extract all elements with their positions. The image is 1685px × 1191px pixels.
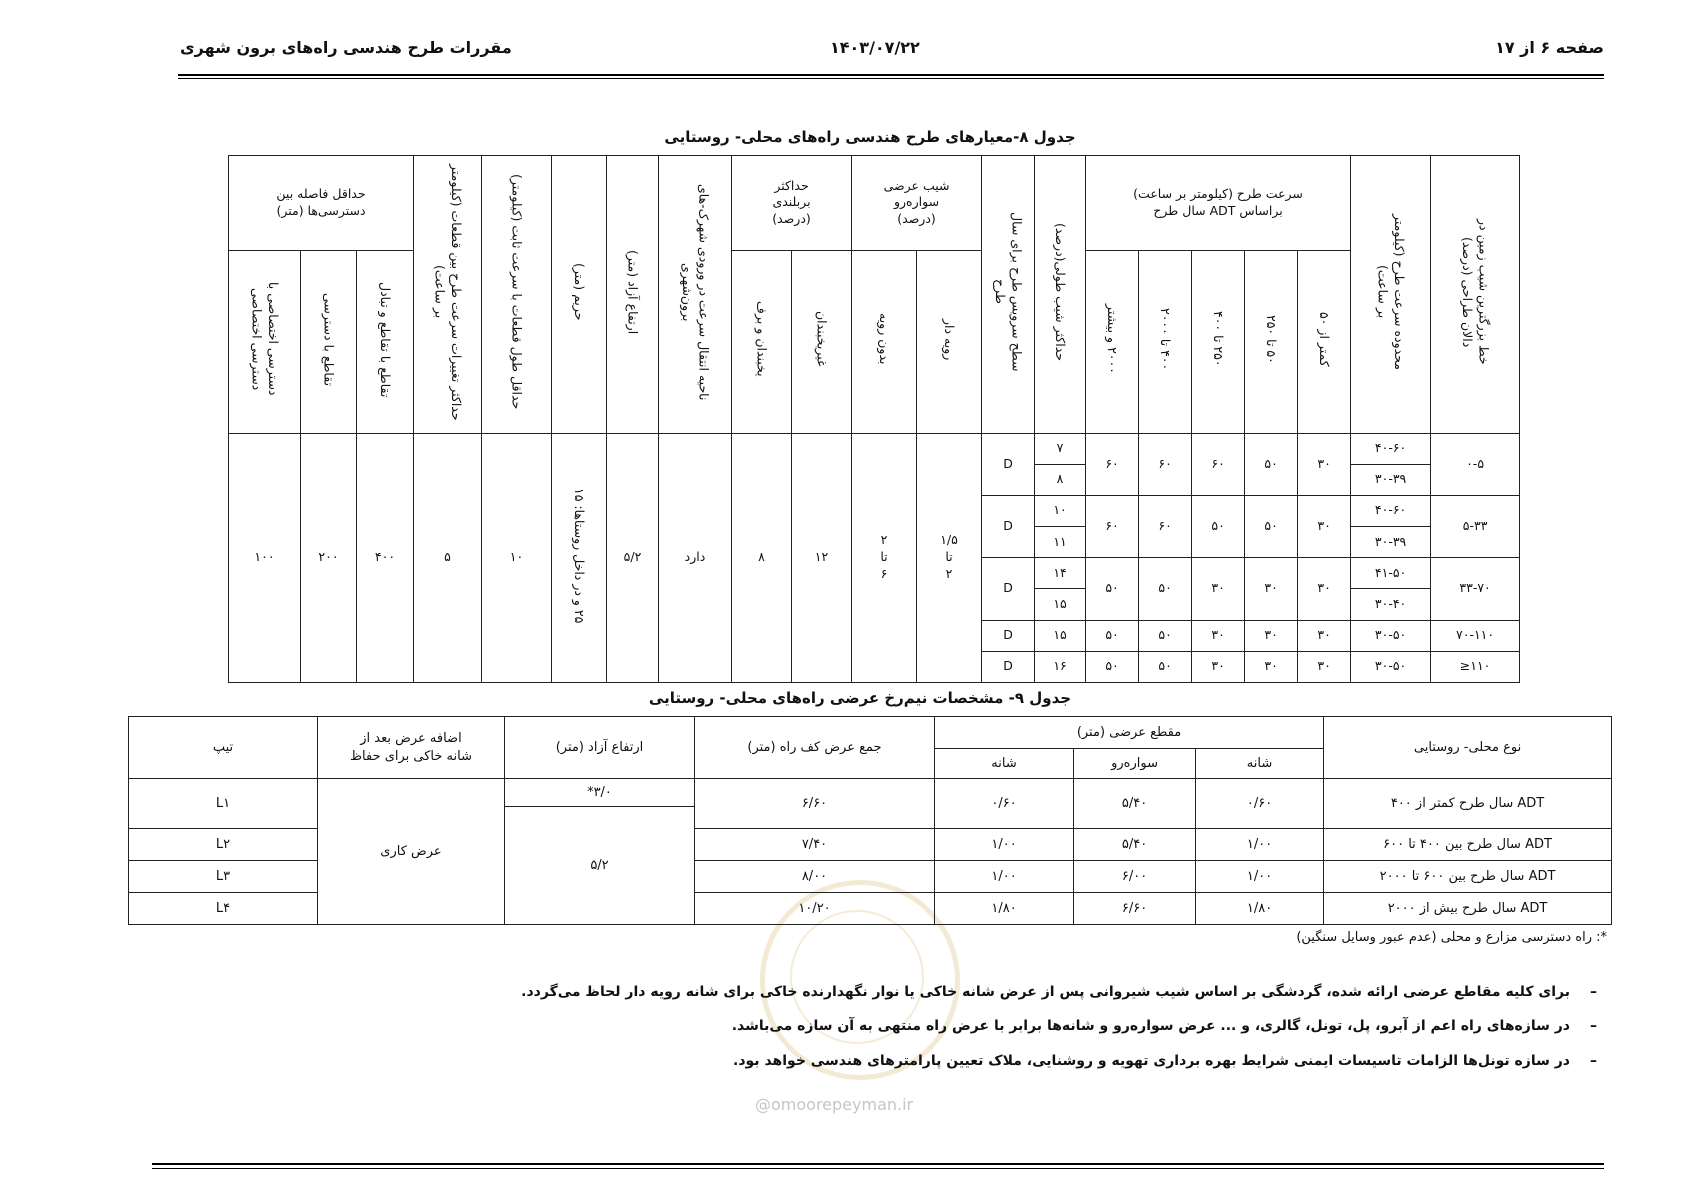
bullet-text: در سازه تونل‌ها الزامات تاسیسات ایمنی شرایط بهره برداری تهویه و روشنایی، ملاک تعیین پارامترهای هندسی خواهد بود. — [733, 1053, 1570, 1069]
cell-speed: ۵۰ — [1139, 620, 1192, 651]
th-row: حریم (متر) — [552, 156, 607, 434]
cell-speed: ۵۰ — [1245, 433, 1298, 495]
cell-los: D — [982, 620, 1035, 651]
bullet-text: در سازه‌های راه اعم از آبرو، پل، تونل، گالری، و ... عرض سواره‌رو و شانه‌ها برابر با عرض راه منتهی به آن سازه می‌باشد. — [731, 1018, 1570, 1034]
th-speed-group: سرعت طرح (کیلومتر بر ساعت) براساس ADT سال طرح — [1086, 156, 1351, 251]
th9-type: نوع محلی- روستایی — [1324, 717, 1612, 779]
table9 — [128, 716, 1612, 925]
th-superelevation: حداکثر بربلندی (درصد) — [732, 156, 852, 251]
th-access-2: تقاطع با دسترسی — [301, 250, 357, 433]
bullet-dash: – — [1590, 1018, 1597, 1034]
th-access-group: حداقل فاصله بین دسترسی‌ها (متر) — [229, 156, 414, 251]
cell-speed: ۵۰ — [1086, 620, 1139, 651]
cell9-roadway: ۶/۰۰ — [1074, 861, 1196, 893]
cell9-tip: L۱ — [129, 779, 318, 829]
header-rule-thin — [178, 78, 1604, 79]
th-non-ice: غیریخبندان — [792, 250, 852, 433]
cell-access-1: ۴۰۰ — [357, 433, 414, 683]
th-ice: یخبندان و برف — [732, 250, 792, 433]
cell-los: D — [982, 495, 1035, 557]
document-date: ۱۴۰۳/۰۷/۲۲ — [830, 38, 920, 57]
cell-paved: ۱/۵ تا ۲ — [917, 433, 982, 683]
cell-grade: ۱۴ — [1035, 558, 1086, 589]
cell9-shoulder: ۱/۰۰ — [935, 829, 1074, 861]
th9-tip: تیپ — [129, 717, 318, 779]
cell-slope: ۷۰-۱۱۰ — [1431, 620, 1520, 651]
th-access-3: دسترسی اختصاصی با دسترسی اختصاصی — [229, 250, 301, 433]
th9-shoulder: شانه — [935, 749, 1074, 779]
cell9-shoulder: ۱/۰۰ — [1196, 861, 1324, 893]
cell-range: ۳۰-۵۰ — [1351, 620, 1431, 651]
cell-grade: ۱۰ — [1035, 495, 1086, 526]
bullet-dash: – — [1590, 984, 1597, 1000]
cell9-clearance: ۳/۰* — [505, 779, 695, 807]
cell-speed: ۶۰ — [1192, 433, 1245, 495]
th-transition: ناحیه انتقال سرعت در ورودی شهرک-های برون‌شهری — [659, 156, 732, 434]
cell-access-2: ۲۰۰ — [301, 433, 357, 683]
cell9-roadway: ۵/۴۰ — [1074, 779, 1196, 829]
footer-rule-thin — [152, 1168, 1604, 1169]
cell-speed: ۵۰ — [1139, 558, 1192, 620]
th-paved: رویه دار — [917, 250, 982, 433]
th9-extra: اضافه عرض بعد از شانه خاکی برای حفاظ — [318, 717, 505, 779]
watermark-text: @omoorepeyman.ir — [755, 1095, 914, 1114]
cell-los: D — [982, 433, 1035, 495]
cell9-clearance: ۵/۲ — [505, 807, 695, 925]
cell-speed: ۵۰ — [1245, 495, 1298, 557]
header-rule — [178, 74, 1604, 76]
cell-access-3: ۱۰۰ — [229, 433, 301, 683]
th-cross-slope: شیب عرضی سواره‌رو (درصد) — [852, 156, 982, 251]
cell-speed: ۶۰ — [1139, 433, 1192, 495]
th-clearance: ارتفاع آزاد (متر) — [607, 156, 659, 434]
cell-slope: ۱۱۰≤ — [1431, 651, 1520, 682]
cell9-shoulder: ۰/۶۰ — [935, 779, 1074, 829]
cell-speed: ۵۰ — [1086, 558, 1139, 620]
bullet-dash: – — [1590, 1053, 1597, 1069]
cell-max-speed-change: ۵ — [414, 433, 482, 683]
th9-shoulder: شانه — [1196, 749, 1324, 779]
cell9-type: ADT سال طرح بیش از ۲۰۰۰ — [1324, 893, 1612, 925]
footnote: *: راه دسترسی مزارع و محلی (عدم عبور وسایل سنگین) — [1296, 930, 1607, 945]
cell-slope: ۰-۵ — [1431, 433, 1520, 495]
cell-speed: ۳۰ — [1245, 620, 1298, 651]
th-adt-2: ۵۰ تا ۲۵۰ — [1245, 250, 1298, 433]
th-slope: خط بزرگترین شیب زمین در دالان طراحی (درصد) — [1431, 156, 1520, 434]
th9-clearance: ارتفاع آزاد (متر) — [505, 717, 695, 779]
cell9-shoulder: ۱/۰۰ — [935, 861, 1074, 893]
cell-min-length: ۱۰ — [482, 433, 552, 683]
cell-grade: ۱۶ — [1035, 651, 1086, 682]
cell9-total: ۷/۴۰ — [695, 829, 935, 861]
footer-rule — [152, 1163, 1604, 1165]
th-adt-1: کمتر از ۵۰ — [1298, 250, 1351, 433]
cell-range: ۳۰-۳۹ — [1351, 527, 1431, 558]
cell9-type: ADT سال طرح کمتر از ۴۰۰ — [1324, 779, 1612, 829]
th-max-speed-change: حداکثر تغییرات سرعت طرح بین قطعات (کیلومتر بر ساعت) — [414, 156, 482, 434]
cell-grade: ۱۱ — [1035, 527, 1086, 558]
cell-range: ۴۱-۵۰ — [1351, 558, 1431, 589]
cell9-total: ۶/۶۰ — [695, 779, 935, 829]
th9-section: مقطع عرضی (متر) — [935, 717, 1324, 749]
page-number: صفحه ۶ از ۱۷ — [1495, 38, 1604, 57]
cell9-tip: L۲ — [129, 829, 318, 861]
cell-range: ۳۰-۵۰ — [1351, 651, 1431, 682]
cell-slope: ۵-۳۳ — [1431, 495, 1520, 557]
cell9-total: ۱۰/۲۰ — [695, 893, 935, 925]
cell9-shoulder: ۱/۰۰ — [1196, 829, 1324, 861]
cell-grade: ۱۵ — [1035, 620, 1086, 651]
cell-speed: ۳۰ — [1298, 433, 1351, 495]
cell-slope: ۳۳-۷۰ — [1431, 558, 1520, 620]
th-speed-range: محدوده سرعت طرح (کیلومتر بر ساعت) — [1351, 156, 1431, 434]
th-adt-3: ۲۵۰ تا ۴۰۰ — [1192, 250, 1245, 433]
cell-speed: ۵۰ — [1192, 495, 1245, 557]
document-title: مقررات طرح هندسی راه‌های برون شهری — [180, 38, 512, 57]
cell-speed: ۳۰ — [1245, 558, 1298, 620]
cell9-type: ADT سال طرح بین ۴۰۰ تا ۶۰۰ — [1324, 829, 1612, 861]
th-min-length: حداقل طول قطعات با سرعت ثابت (کیلومتر) — [482, 156, 552, 434]
cell-speed: ۵۰ — [1086, 651, 1139, 682]
cell-speed: ۳۰ — [1298, 558, 1351, 620]
cell-grade: ۷ — [1035, 433, 1086, 464]
bullet-text: برای کلیه مقاطع عرضی ارائه شده، گردشگی بر اساس شیب شیروانی پس از عرض شانه خاکی یا نوار نگهدارنده خاکی برای شانه رویه دار لحاظ می‌گردد. — [521, 984, 1570, 1000]
cell-clearance: ۵/۲ — [607, 433, 659, 683]
th-service-level: سطح سرویس طرح برای سال طرح — [982, 156, 1035, 434]
cell-range: ۳۰-۴۰ — [1351, 589, 1431, 620]
cell9-shoulder: ۰/۶۰ — [1196, 779, 1324, 829]
cell-speed: ۶۰ — [1139, 495, 1192, 557]
cell-speed: ۳۰ — [1298, 651, 1351, 682]
cell-speed: ۳۰ — [1298, 620, 1351, 651]
th-adt-5: ۲۰۰۰ و بیشتر — [1086, 250, 1139, 433]
cell-speed: ۳۰ — [1192, 651, 1245, 682]
cell-los: D — [982, 558, 1035, 620]
cell-speed: ۳۰ — [1192, 620, 1245, 651]
cell-row: ۲۵ و در داخل روستاها: ۱۵ — [552, 433, 607, 683]
th-adt-4: ۴۰۰ تا ۲۰۰۰ — [1139, 250, 1192, 433]
th9-total: جمع عرض کف راه (متر) — [695, 717, 935, 779]
cell9-extra: عرض کاری — [318, 779, 505, 925]
cell9-shoulder: ۱/۸۰ — [1196, 893, 1324, 925]
cell-speed: ۳۰ — [1245, 651, 1298, 682]
table8 — [228, 155, 1520, 683]
cell-speed: ۶۰ — [1086, 433, 1139, 495]
cell-range: ۴۰-۶۰ — [1351, 433, 1431, 464]
cell-unpaved: ۲ تا ۶ — [852, 433, 917, 683]
cell9-shoulder: ۱/۸۰ — [935, 893, 1074, 925]
cell-speed: ۳۰ — [1192, 558, 1245, 620]
cell9-tip: L۴ — [129, 893, 318, 925]
cell-speed: ۶۰ — [1086, 495, 1139, 557]
cell9-type: ADT سال طرح بین ۶۰۰ تا ۲۰۰۰ — [1324, 861, 1612, 893]
cell9-roadway: ۵/۴۰ — [1074, 829, 1196, 861]
th-max-grade: حداکثر شیب طولی(درصد) — [1035, 156, 1086, 434]
cell-range: ۳۰-۳۹ — [1351, 464, 1431, 495]
cell-grade: ۱۵ — [1035, 589, 1086, 620]
th-access-1: تقاطع با تقاطع و تبادل — [357, 250, 414, 433]
th-unpaved: بدون رویه — [852, 250, 917, 433]
th9-roadway: سواره‌رو — [1074, 749, 1196, 779]
cell-grade: ۸ — [1035, 464, 1086, 495]
cell9-tip: L۳ — [129, 861, 318, 893]
cell-los: D — [982, 651, 1035, 682]
cell9-roadway: ۶/۶۰ — [1074, 893, 1196, 925]
cell-ice: ۸ — [732, 433, 792, 683]
cell-speed: ۳۰ — [1298, 495, 1351, 557]
table9-caption: جدول ۹- مشخصات نیم‌رخ عرضی راه‌های محلی- روستایی — [648, 689, 1072, 707]
table8-caption: جدول ۸-معیارهای طرح هندسی راه‌های محلی- روستایی — [664, 128, 1076, 146]
cell9-total: ۸/۰۰ — [695, 861, 935, 893]
cell-range: ۴۰-۶۰ — [1351, 495, 1431, 526]
cell-speed: ۵۰ — [1139, 651, 1192, 682]
cell-transition: دارد — [659, 433, 732, 683]
cell-non-ice: ۱۲ — [792, 433, 852, 683]
